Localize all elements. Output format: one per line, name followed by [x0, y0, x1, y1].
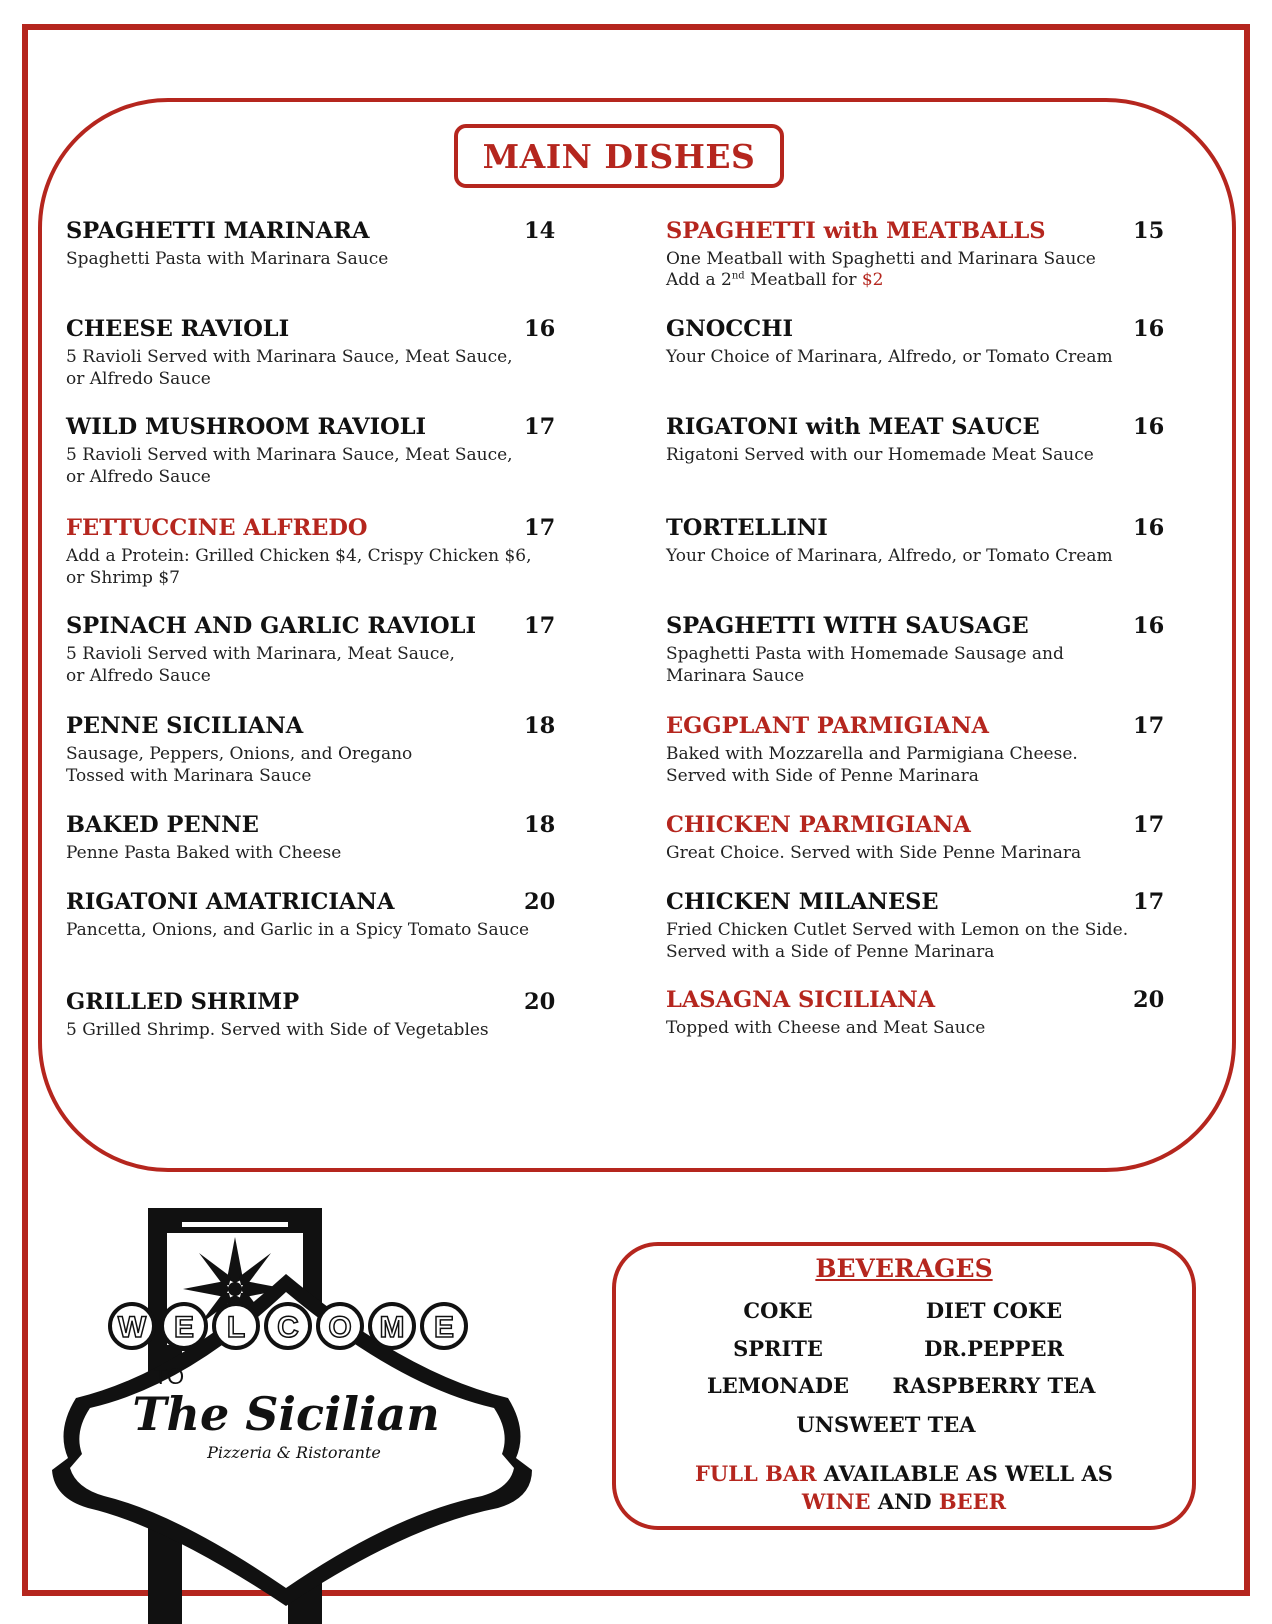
dish-price: 16 — [524, 316, 556, 342]
dish-description: Your Choice of Marinara, Alfredo, or Tomato Cream — [666, 546, 1113, 566]
dish-name: SPINACH AND GARLIC RAVIOLI — [66, 613, 476, 639]
dish-description: Fried Chicken Cutlet Served with Lemon on the Side. Served with a Side of Penne Marinara — [666, 920, 1129, 962]
dish-name: GNOCCHI — [666, 316, 793, 342]
beverage-item: DR.PEPPER — [924, 1336, 1064, 1361]
dish-price: 17 — [524, 613, 556, 639]
dish-price: 17 — [1133, 812, 1165, 838]
dish-price: 17 — [524, 515, 556, 541]
dish-price: 17 — [1133, 889, 1165, 915]
dish-description: Your Choice of Marinara, Alfredo, or Tomato Cream — [666, 347, 1113, 367]
logo-tagline-text: Pizzeria & Ristorante — [207, 1443, 381, 1462]
dish-name: BAKED PENNE — [66, 812, 259, 838]
dish-description: Penne Pasta Baked with Cheese — [66, 843, 342, 863]
addon-prefix: Add a 2 — [666, 270, 732, 290]
logo-to-text: TO — [154, 1364, 185, 1389]
beer-text: BEER — [938, 1489, 1007, 1514]
beverages-panel — [612, 1242, 1196, 1530]
dish-price: 17 — [1133, 713, 1165, 739]
available-text: AVAILABLE AS WELL AS — [816, 1461, 1113, 1486]
dish-description: 5 Ravioli Served with Marinara Sauce, Meat Sauce, or Alfredo Sauce — [66, 445, 513, 487]
dish-description: Pancetta, Onions, and Garlic in a Spicy Tomato Sauce — [66, 920, 530, 940]
dish-description: Spaghetti Pasta with Marinara Sauce — [66, 249, 389, 269]
dish-description: Topped with Cheese and Meat Sauce — [666, 1018, 986, 1038]
wine-text: WINE — [801, 1489, 871, 1514]
dish-description: Spaghetti Pasta with Homemade Sausage and Marinara Sauce — [666, 644, 1064, 686]
dish-name: PENNE SICILIANA — [66, 713, 304, 739]
dish-price: 16 — [1133, 414, 1165, 440]
dish-description: Great Choice. Served with Side Penne Marinara — [666, 843, 1082, 863]
dish-name: TORTELLINI — [666, 515, 828, 541]
main-dishes-title: MAIN DISHES — [482, 136, 756, 176]
sign-top-bar — [148, 1208, 322, 1222]
logo-name-text: The Sicilian — [132, 1387, 440, 1441]
dish-description: 5 Grilled Shrimp. Served with Side of Vegetables — [66, 1020, 489, 1040]
main-dishes-title-box — [454, 124, 784, 188]
dish-price: 18 — [524, 812, 556, 838]
beverage-item: LEMONADE — [706, 1373, 850, 1398]
dish-name: CHEESE RAVIOLI — [66, 316, 290, 342]
meatball-addon-line — [666, 270, 884, 290]
beverage-item: RASPBERRY TEA — [892, 1373, 1096, 1398]
dish-name: CHICKEN PARMIGIANA — [666, 812, 971, 838]
dish-price: 15 — [1133, 218, 1165, 244]
dish-description: 5 Ravioli Served with Marinara Sauce, Meat Sauce, or Alfredo Sauce — [66, 347, 513, 389]
dish-name: FETTUCCINE ALFREDO — [66, 515, 368, 541]
welcome-letter: C — [277, 1311, 299, 1344]
full-bar-line — [616, 1461, 1192, 1486]
dish-name: SPAGHETTI MARINARA — [66, 218, 370, 244]
welcome-letter: E — [433, 1311, 455, 1344]
dish-description: Rigatoni Served with our Homemade Meat Sauce — [666, 445, 1094, 465]
welcome-letter: L — [226, 1311, 246, 1344]
dish-price: 16 — [1133, 515, 1165, 541]
dish-price: 16 — [1133, 316, 1165, 342]
dish-description: 5 Ravioli Served with Marinara, Meat Sauce, or Alfredo Sauce — [66, 644, 455, 686]
and-text: AND — [870, 1489, 939, 1514]
dish-price: 18 — [524, 713, 556, 739]
dish-price: 14 — [524, 218, 556, 244]
welcome-letter: E — [173, 1311, 195, 1344]
dish-price: 16 — [1133, 613, 1165, 639]
dish-price: 17 — [524, 414, 556, 440]
wine-beer-line — [616, 1489, 1192, 1514]
welcome-sign-logo — [46, 1208, 566, 1624]
dish-description: Sausage, Peppers, Onions, and Oregano Tossed with Marinara Sauce — [66, 744, 413, 786]
dish-name: SPAGHETTI with MEATBALLS — [666, 218, 1046, 244]
full-bar-text: FULL BAR — [695, 1461, 817, 1486]
beverage-item: UNSWEET TEA — [796, 1412, 976, 1437]
dish-price: 20 — [524, 889, 556, 915]
dish-price: 20 — [524, 989, 556, 1015]
beverages-title: BEVERAGES — [815, 1254, 993, 1283]
dish-name: LASAGNA SICILIANA — [666, 987, 936, 1013]
dish-name: GRILLED SHRIMP — [66, 989, 300, 1015]
welcome-letter: W — [117, 1311, 147, 1344]
addon-text: Meatball for — [744, 270, 862, 290]
dish-name: CHICKEN MILANESE — [666, 889, 939, 915]
welcome-letter: M — [379, 1311, 405, 1344]
addon-price: $2 — [861, 270, 884, 290]
beverage-item: SPRITE — [733, 1336, 823, 1361]
dish-description: One Meatball with Spaghetti and Marinara Sauce — [666, 249, 1096, 269]
beverage-item: DIET COKE — [925, 1298, 1063, 1323]
dish-name: RIGATONI with MEAT SAUCE — [666, 414, 1040, 440]
addon-superscript: nd — [731, 270, 745, 282]
dish-name: SPAGHETTI WITH SAUSAGE — [666, 613, 1029, 639]
beverage-item: COKE — [743, 1298, 813, 1323]
dish-description: Add a Protein: Grilled Chicken $4, Crispy Chicken $6, or Shrimp $7 — [66, 546, 532, 588]
dish-name: RIGATONI AMATRICIANA — [66, 889, 395, 915]
dish-price: 20 — [1133, 987, 1165, 1013]
dish-name: EGGPLANT PARMIGIANA — [666, 713, 990, 739]
dish-name: WILD MUSHROOM RAVIOLI — [66, 414, 427, 440]
dish-description: Baked with Mozzarella and Parmigiana Cheese. Served with Side of Penne Marinara — [666, 744, 1078, 786]
welcome-letter: O — [328, 1311, 352, 1344]
